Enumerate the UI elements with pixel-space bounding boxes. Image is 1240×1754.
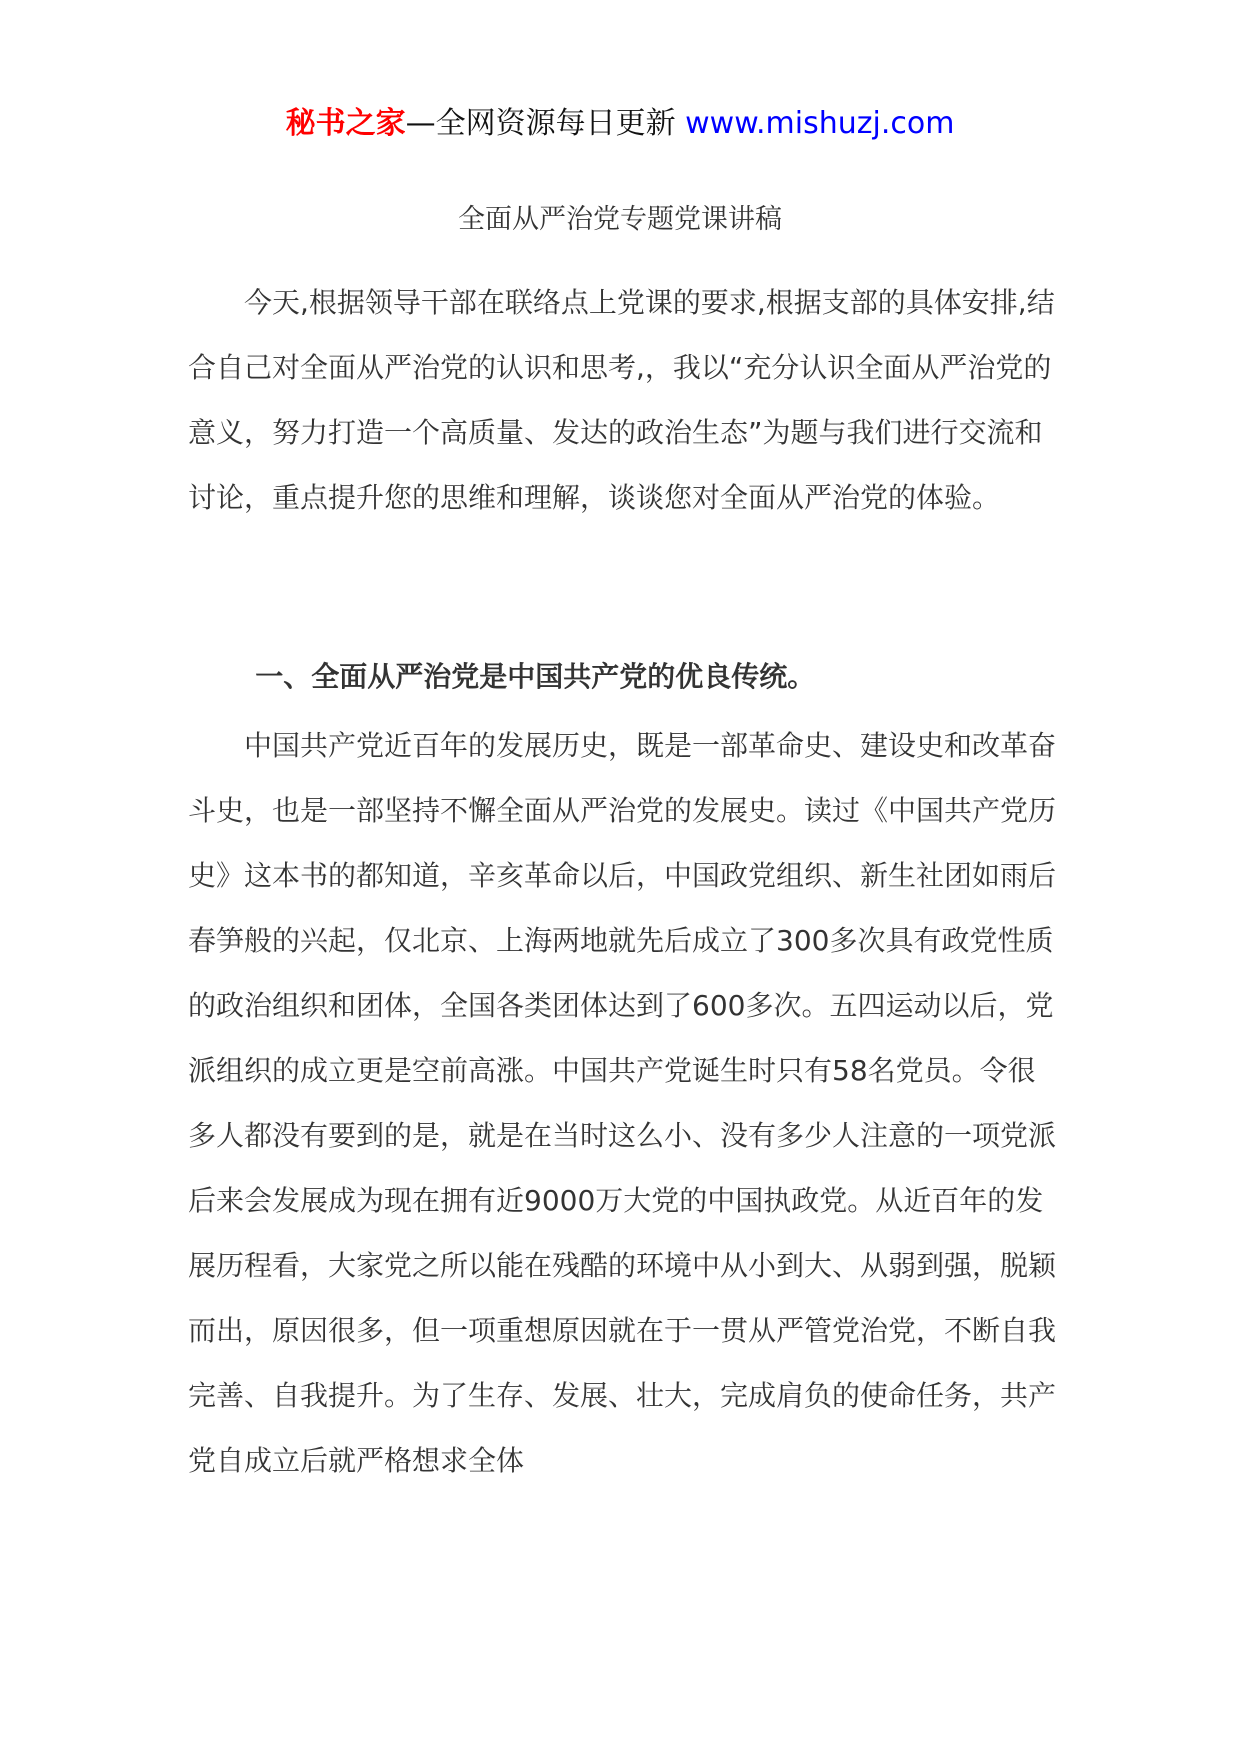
document-title: 全面从严治党专题党课讲稿: [458, 204, 782, 235]
site-url-link[interactable]: www.mishuzj.com: [685, 106, 955, 141]
site-header: [0, 100, 1240, 148]
section-paragraph: 中国共产党近百年的发展历史，既是一部革命史、建设史和改革奋斗史，也是一部坚持不懈全面从严治党的发展史。读过《中国共产党历史》这本书的都知道，辛亥革命以后，中国政党组织、新生社团如雨后春笋般的兴起，仅北京、上海两地就先后成立了300多次具有政党性质的政治组织和团体，全国各类团体达到了600多次。五四运动以后，党派组织的成立更是空前高涨。中国共产党诞生时只有58名党员。令很多人都没有要到的是，就是在当时这么小、没有多少人注意的一项党派后来会发展成为现在拥有近9000万大党的中国执政党。从近百年的发展历程看，大家党之所以能在残酷的环境中从小到大、从弱到强，脱颖而出，原因很多，但一项重想原因就在于一贯从严管党治党，不断自我完善、自我提升。为了生存、发展、壮大，完成肩负的使命任务，共产党自成立后就严格想求全体: [188, 729, 1057, 1477]
section-paragraph-block: [188, 713, 1058, 1493]
intro-paragraph: 今天,根据领导干部在联络点上党课的要求,根据支部的具体安排,结合自己对全面从严治党的认识和思考,，我以“充分认识全面从严治党的意义，努力打造一个高质量、发达的政治生态”为题与我们进行交流和讨论，重点提升您的思维和理解，谈谈您对全面从严治党的体验。: [188, 286, 1055, 514]
header-tagline: —全网资源每日更新: [405, 106, 676, 141]
brand-name: 秘书之家: [285, 106, 406, 141]
intro-paragraph-block: [188, 270, 1058, 530]
section-heading: 一、全面从严治党是中国共产党的优良传统。: [255, 660, 816, 693]
